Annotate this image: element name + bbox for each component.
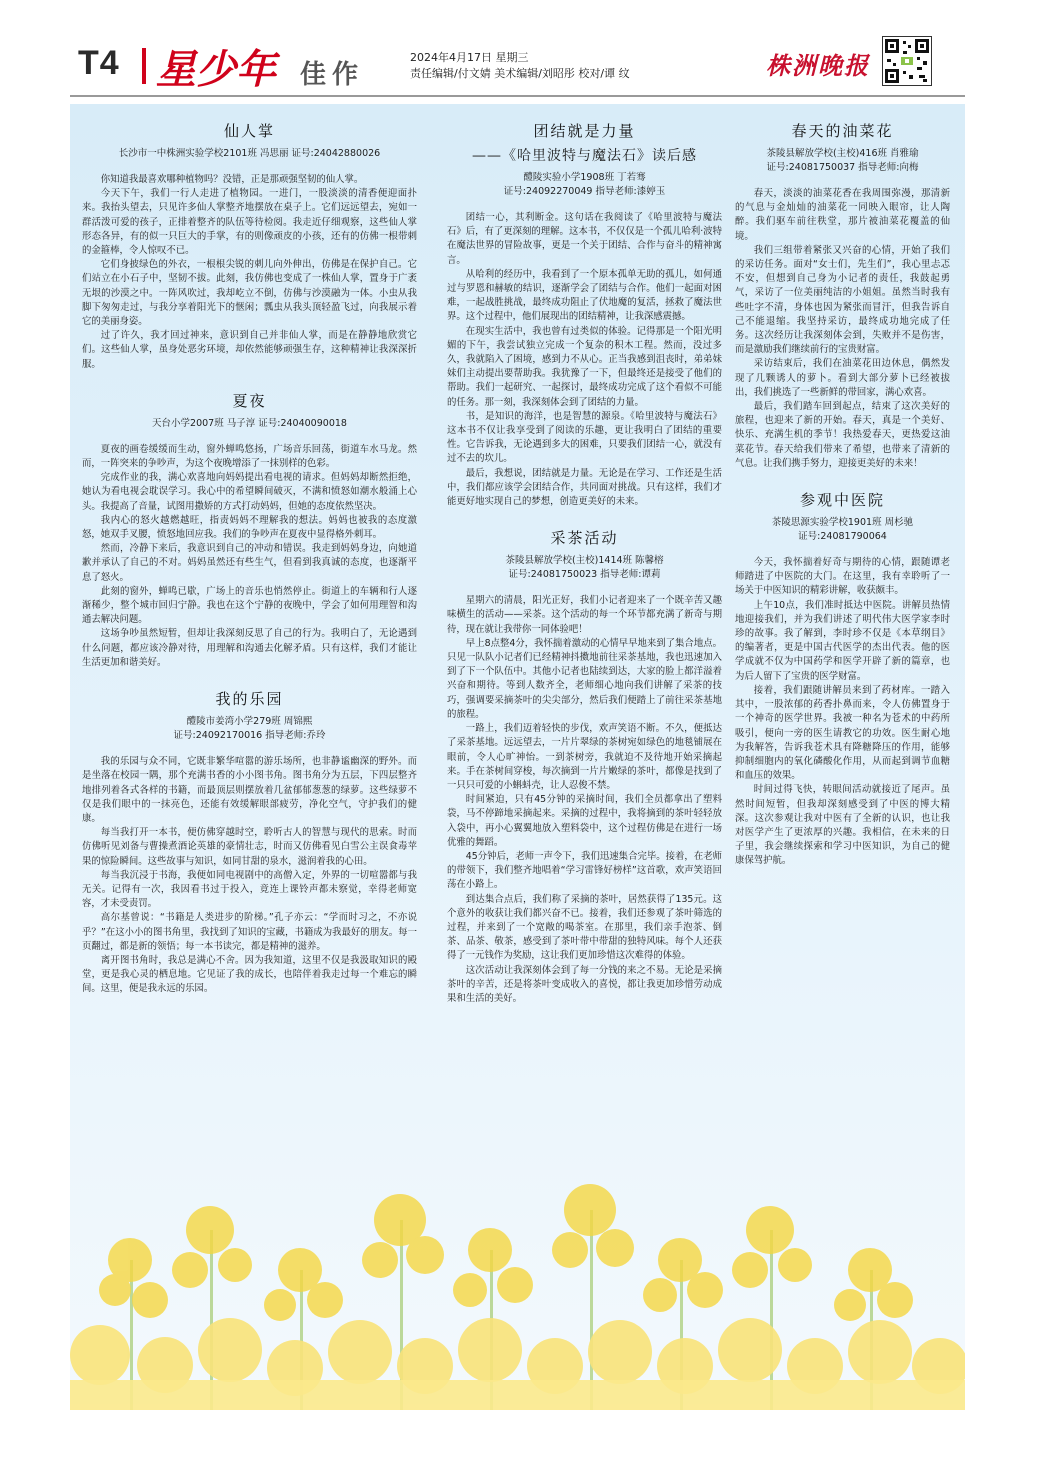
article-title: 我的乐园 bbox=[215, 690, 284, 709]
article-paragraph: 上午10点，我们准时抵达中医院。讲解员热情地迎接我们，并为我们讲述了明代伟大医学家李时珍的故事。我了解到，李时珍不仅是《本草纲目》的编著者，更是中国古代医学的杰出代表。他的医学成就不仅为中国药学和医学开辟了新的篇章，也为后人留下了宝贵的医学财富。 bbox=[735, 599, 950, 682]
article-summer-night bbox=[82, 390, 417, 670]
article-paragraph: 我们三组带着紧张又兴奋的心情，开始了我们的采访任务。面对“女士们，先生们”，我心里忐忑不安，但想到自己身为小记者的责任，我鼓起勇气，采访了一位美丽纯洁的小姐姐。虽然当时我有些吐字不清，身体也因为紧张而冒汗，但我告诉自己不能退缩。我坚持采访，最终成功地完成了任务。这次经历让我深刻体会到，失败并不是伤害，而是激励我们继续前行的宝贵财富。 bbox=[735, 244, 950, 356]
article-paragraph: 最后，我们踏车回到起点，结束了这次美好的旅程，也迎来了新的开始。春天，真是一个美好、快乐、充满生机的季节！我热爱春天，更热爱这油菜花节。春天给我们带来了希望，也带来了清新的气息。让我们携手努力，迎接更美好的未来！ bbox=[735, 401, 950, 469]
article-paragraph: 时间紧迫，只有45分钟的采摘时间，我们全员都拿出了塑料袋，马不停蹄地采摘起来。采摘的过程中，我将摘到的茶叶轻轻放入袋中，再小心翼翼地放入塑料袋中，这个过程仿佛是在进行一场优雅的舞蹈。 bbox=[447, 794, 722, 848]
page-number: T4 bbox=[78, 44, 120, 82]
article-paragraph: 在现实生活中，我也曾有过类似的体验。记得那是一个阳光明媚的下午，我尝试独立完成一个复杂的积木工程。然而，没过多久，我就陷入了困境，感到力不从心。正当我感到沮丧时，弟弟妹妹们主动提出要帮助我。我犹豫了一下，但最终还是接受了他们的帮助。我们一起研究、一起探讨，最终成功完成了这个看似不可能的任务。那一刻，我深刻体会到了团结的力量。 bbox=[447, 325, 722, 408]
article-paragraph: 从哈利的经历中，我看到了一个原本孤单无助的孤儿，如何通过与罗恩和赫敏的结识，逐渐学会了团结与合作。他们一起面对困难，一起战胜挑战，最终成功阻止了伏地魔的复活，拯救了魔法世界。这个过程中，他们展现出的团结精神，让我深感震撼。 bbox=[447, 268, 722, 323]
article-paragraph: 采访结束后，我们在油菜花田边休息，偶然发现了几颗诱人的萝卜。看到大部分萝卜已经被拔出，我们挑选了一些新鲜的带回家，满心欢喜。 bbox=[735, 358, 950, 398]
rapeseed-flowers-illustration bbox=[70, 1140, 965, 1410]
article-paragraph: 这场争吵虽然短暂，但却让我深刻反思了自己的行为。我明白了，无论遇到什么问题，都应该冷静对待，用理解和沟通去化解矛盾。只有这样，我们才能让生活更加和谐美好。 bbox=[82, 628, 417, 668]
article-paragraph: 我内心的怒火越燃越旺，指责妈妈不理解我的想法。妈妈也被我的态度激怒，她双手叉腰，愤怒地回应我。我们的争吵声在夏夜中显得格外刺耳。 bbox=[82, 514, 417, 541]
article-paragraph: 接着，我们跟随讲解员来到了药材库。一踏入其中，一股浓郁的药香扑鼻而来，令人仿佛置身于一个神奇的医学世界。我被一种名为苍术的中药所吸引，便向一旁的医生请教它的功效。医生耐心地为我解答，告诉我苍术具有降糖降压的作用，能够抑制细胞内的氧化磷酸化作用，从而起到调节血糖和血压的效果。 bbox=[735, 684, 950, 782]
section-title: 佳作 bbox=[300, 60, 365, 90]
article-paragraph: 这次活动让我深刻体会到了每一分钱的来之不易。无论是采摘茶叶的辛苦，还是将茶叶变成收入的喜悦，都让我更加珍惜劳动成果和生活的美好。 bbox=[447, 964, 722, 1004]
column-middle bbox=[447, 112, 722, 1024]
qr-code-icon bbox=[882, 36, 932, 86]
article-tcm-hospital bbox=[735, 489, 950, 868]
article-paragraph: 到达集合点后，我们称了采摘的茶叶，居然获得了135元。这个意外的收获让我们都兴奋不已。接着，我们还参观了茶叶筛选的过程，并来到了一个宽敞的喝茶室。在那里，我们亲手泡茶、倒茶、品茶、敬茶，感受到了茶叶带中带甜的独特风味。每个人还获得了一元钱作为奖励，这让我们更加珍惜这次难得的体验。 bbox=[447, 893, 722, 962]
article-spring-rapeseed bbox=[735, 120, 950, 471]
article-byline: 醴陵实验小学1908班 丁若骞 证号:24092270049 指导老师:漆婷玉 bbox=[503, 172, 666, 197]
article-paragraph: 你知道我最喜欢哪种植物吗？没错，正是那顽强坚韧的仙人掌。 bbox=[100, 174, 364, 185]
article-byline: 茶陵思源实验学校1901班 周杉驰 证号:24081790064 bbox=[771, 517, 914, 543]
article-title: 仙人掌 bbox=[223, 122, 275, 140]
article-paragraph: 它们身披绿色的外衣，一根根尖锐的刺儿向外伸出，仿佛是在保护自己。它们站立在小石子中，坚韧不拔。此刻，我仿佛也变成了一株仙人掌，置身于广袤无垠的沙漠之中。一阵风吹过，我却屹立不倒，仿佛与沙漠融为一体。小虫从我脚下匆匆走过，与我分享着阳光下的惬闲；瓢虫从我头顶轻盈飞过，向我展示着它的美丽身姿。 bbox=[82, 259, 417, 328]
issue-meta bbox=[410, 50, 630, 82]
article-paragraph: 团结一心，其利断金。这句话在我阅读了《哈里波特与魔法石》后，有了更深刻的理解。这本书，不仅仅是一个孤儿哈利·波特在魔法世界的冒险故事，更是一个关于团结、合作与奋斗的精神寓言。 bbox=[447, 212, 722, 266]
article-paragraph: 最后，我想说，团结就是力量。无论是在学习、工作还是生活中，我们都应该学会团结合作，共同面对挑战。只有这样，我们才能更好地实现自己的梦想，创造更美好的未来。 bbox=[447, 467, 722, 508]
article-paragraph: 时间过得飞快，转眼间活动就接近了尾声。虽然时间短暂，但我却深刻感受到了中医的博大精深。这次参观让我对中医有了全新的认识，也让我对医学产生了更浓厚的兴趣。我相信，在未来的日子里，我会继续探索和学习中医知识，为自己的健康保驾护航。 bbox=[735, 784, 950, 867]
header-divider bbox=[142, 48, 146, 84]
article-byline: 醴陵市姜湾小学279班 周锦熙 证号:24092170016 指导老师:乔玲 bbox=[173, 716, 326, 742]
article-paragraph: 春天，淡淡的油菜花香在我周围弥漫，那清新的气息与金灿灿的油菜花一同映入眼帘，让人陶醉。我们驱车前往秩堂，那片被油菜花覆盖的仙境。 bbox=[735, 188, 950, 242]
article-my-paradise bbox=[82, 688, 417, 996]
article-paragraph: 然而，冷静下来后，我意识到自己的冲动和错误。我走到妈妈身边，向她道歉并承认了自己的不对。妈妈虽然还有些生气，但看到我真诚的态度，也逐渐平息了怒火。 bbox=[82, 543, 417, 583]
article-title: 参观中医院 bbox=[799, 491, 885, 510]
page-header bbox=[70, 30, 965, 93]
column-left bbox=[82, 112, 417, 1015]
article-paragraph: 完成作业的我，满心欢喜地向妈妈提出看电视的请求。但妈妈却断然拒绝，她认为看电视会耽误学习。我心中的希望瞬间破灭，不满和愤怒如潮水般涌上心头。我提高了音量，试图用撒娇的方式打动妈妈，但她的态度依然坚决。 bbox=[82, 472, 417, 512]
article-paragraph: 早上8点整4分，我怀揣着激动的心情早早地来到了集合地点。只见一队队小记者们已经精神抖擞地前往采茶基地，我也迅速加入到了下一个队伍中。其他小记者也陆续到达，大家的脸上都洋溢着兴奋和期待。等到人数齐全，老师细心地向我们讲解了采茶的技巧，强调要采摘茶叶的尖尖部分，然后我们便踏上了前往采茶基地的旅程。 bbox=[447, 637, 722, 720]
article-paragraph: 书，是知识的海洋，也是智慧的源泉。《哈里波特与魔法石》这本书不仅让我享受到了阅读的乐趣，更让我明白了团结的重要性。它告诉我，无论遇到多大的困难，只要我们团结一心，就没有过不去的坎儿。 bbox=[447, 410, 722, 465]
column-logo: 星少年 bbox=[156, 46, 276, 93]
article-tea-picking bbox=[447, 527, 722, 1006]
article-title: 夏夜 bbox=[232, 391, 267, 410]
article-subtitle: ——《哈里波特与魔法石》读后感 bbox=[472, 148, 697, 164]
article-byline: 茶陵县解放学校(主校)1414班 陈馨榕 证号:24081750023 指导老师:谭莉 bbox=[505, 555, 664, 581]
article-paragraph: 今天，我怀揣着好奇与期待的心情，跟随谭老师踏进了中医院的大门。在这里，我有幸聆听了一场关于中医知识的精彩讲解，收获颇丰。 bbox=[735, 557, 950, 597]
issue-date: 2024年4月17日 星期三 bbox=[410, 51, 529, 64]
newspaper-logo: 株洲晚报 bbox=[766, 51, 870, 80]
article-paragraph: 离开图书角时，我总是满心不舍。因为我知道，这里不仅是我汲取知识的殿堂，更是我心灵的栖息地。它见证了我的成长，也陪伴着我走过每一个难忘的瞬间。这里，便是我永远的乐园。 bbox=[82, 954, 417, 995]
header-rule bbox=[70, 95, 965, 97]
article-paragraph: 此刻的窗外，蝉鸣已歇，广场上的音乐也悄然停止。街道上的车辆和行人逐渐稀少，整个城市回归宁静。我也在这个宁静的夜晚中，学会了如何用理智和沟通去解决问题。 bbox=[82, 585, 417, 626]
article-paragraph: 我的乐园与众不同，它既非繁华喧嚣的游乐场所，也非静谧幽深的野外。而是坐落在校园一隅，那个充满书香的小小图书角。图书角分为五层，下四层整齐地排列着各式各样的书籍，而最顶层则摆放着几盆郁郁葱葱的绿萝。这些绿萝不仅是我们眼中的一抹亮色，还能有效缓解眼部疲劳，净化空气，守护我们的健康。 bbox=[82, 756, 417, 824]
article-paragraph: 一路上，我们迈着轻快的步伐，欢声笑语不断。不久，便抵达了采茶基地。远远望去，一片片翠绿的茶树宛如绿色的地毯铺展在眼前，令人心旷神怡。一到茶树旁，我就迫不及待地开始采摘起来。手在茶树间穿梭，每次摘到一片片嫩绿的茶叶，都像是找到了一只只可爱的小蝌蚪壳，让人忍俊不禁。 bbox=[447, 723, 722, 791]
article-byline: 茶陵县解放学校(主校)416班 肖雅瑜 证号:24081750037 指导老师:向梅 bbox=[766, 148, 919, 173]
article-paragraph: 夏夜的画卷缓缓而生动，窗外蝉鸣悠扬，广场音乐回荡，街道车水马龙。然而，一阵突来的争吵声，为这个夜晚增添了一抹别样的色彩。 bbox=[82, 443, 417, 470]
article-paragraph: 星期六的清晨，阳光正好，我们小记者迎来了一个既辛苦又趣味横生的活动——采茶。这个活动的每一个环节都充满了新奇与期待，现在就让我带你一同体验吧！ bbox=[447, 595, 722, 635]
article-title: 春天的油菜花 bbox=[791, 122, 894, 140]
article-paragraph: 45分钟后，老师一声令下，我们迅速集合完毕。接着，在老师的带领下，我们整齐地唱着“学习雷锋好榜样”这首歌，欢声笑语回荡在小路上。 bbox=[447, 850, 722, 891]
issue-editors: 责任编辑/付文婧 美术编辑/刘昭彤 校对/谭 纹 bbox=[410, 67, 630, 80]
article-title: 采茶活动 bbox=[550, 529, 619, 548]
article-byline: 长沙市一中株洲实验学校2101班 冯思丽 证号:24042880026 bbox=[118, 148, 381, 159]
article-paragraph: 过了许久，我才回过神来，意识到自己并非仙人掌，而是在静静地欣赏它们。这些仙人掌，虽身处恶劣环境，却依然能够顽强生存，这种精神让我深深折服。 bbox=[82, 330, 417, 370]
article-cactus bbox=[82, 120, 417, 372]
article-paragraph: 每当我打开一本书，便仿佛穿越时空，聆听古人的智慧与现代的思索。时而仿佛听见刘备与曹操煮酒论英雄的豪情壮志，时而又仿佛看见白雪公主误食毒苹果的惊险瞬间。这些故事与知识，如同甘甜的泉水，滋润着我的心田。 bbox=[82, 827, 417, 867]
article-byline: 天台小学2007班 马子淳 证号:24040090018 bbox=[152, 417, 347, 429]
column-right bbox=[735, 112, 950, 887]
article-paragraph: 每当我沉浸于书海，我便如同电视剧中的高僧入定，外界的一切喧嚣都与我无关。记得有一次，我因看书过于投入，竟连上课铃声都未察觉，幸得老师宽容，才未受责罚。 bbox=[82, 869, 417, 910]
article-unity bbox=[447, 120, 722, 509]
article-paragraph: 高尔基曾说：“书籍是人类进步的阶梯。”孔子亦云：“学而时习之，不亦说乎？”在这小小的图书角里，我找到了知识的宝藏，书籍成为我最好的朋友。每一页翻过，都是新的领悟；每一本书读完，都是精神的滋养。 bbox=[82, 912, 417, 952]
article-title: 团结就是力量 bbox=[533, 122, 636, 140]
article-paragraph: 今天下午，我们一行人走进了植物园。一进门，一股淡淡的清香便迎面扑来。我抬头望去，只见许多仙人掌整齐地摆放在桌子上。它们远远望去，宛如一群活泼可爱的孩子，正排着整齐的队伍等待检阅。我走近仔细观察，这些仙人掌形态各异，有的似一只巨大的手掌，有的则像顽皮的小孩，还有的仿佛一根带刺的金箍棒，令人惊叹不已。 bbox=[82, 188, 417, 257]
